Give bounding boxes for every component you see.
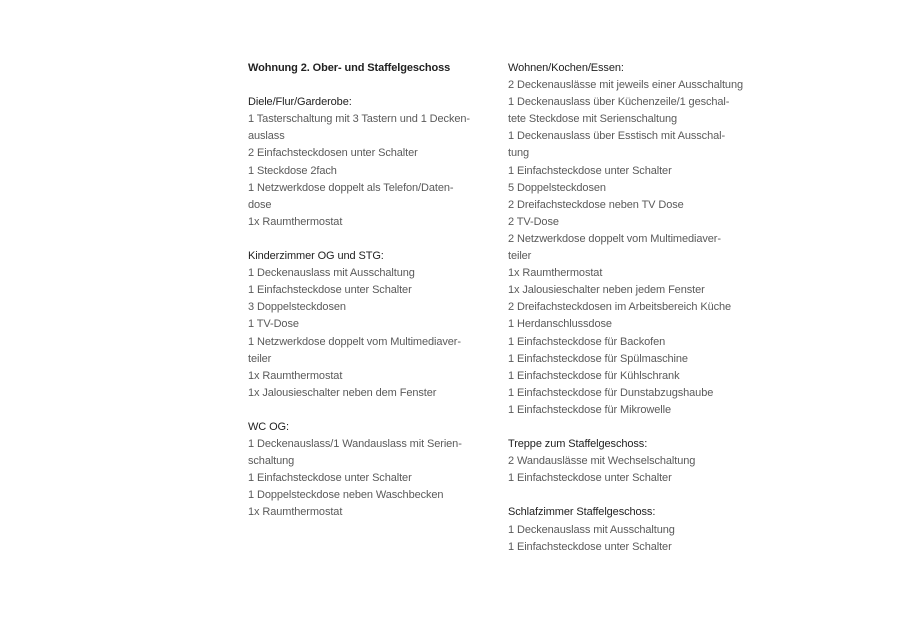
list-item: 1x Jalousieschalter neben dem Fenster bbox=[248, 386, 437, 399]
section-heading: Wohnen/Kochen/Essen: bbox=[508, 62, 624, 74]
list-item: 1 Einfachsteckdose für Backofen bbox=[508, 335, 666, 348]
left-column bbox=[248, 60, 483, 522]
list-item: teiler bbox=[508, 250, 532, 263]
list-item: 1 Deckenauslass mit Ausschaltung bbox=[508, 523, 675, 536]
list-item: 1 Einfachsteckdose unter Schalter bbox=[248, 284, 412, 297]
right-column bbox=[508, 60, 753, 556]
section-heading: Diele/Flur/Garderobe: bbox=[248, 96, 352, 109]
list-item: 1 Einfachsteckdose für Mikrowelle bbox=[508, 403, 671, 416]
list-item: 1 Einfachsteckdose unter Schalter bbox=[248, 472, 412, 485]
list-item: 2 TV-Dose bbox=[508, 215, 559, 228]
list-item: 1x Raumthermostat bbox=[508, 267, 603, 280]
list-item: auslass bbox=[248, 130, 285, 143]
document-title: Wohnung 2. Ober- und Staffelgeschoss bbox=[248, 62, 451, 74]
list-item: 1 Herdanschlussdose bbox=[508, 318, 612, 331]
spacer bbox=[248, 402, 483, 419]
list-item: 1x Jalousieschalter neben jedem Fenster bbox=[508, 284, 705, 297]
spacer bbox=[508, 419, 753, 436]
list-item: 1 Einfachsteckdose unter Schalter bbox=[508, 540, 672, 553]
list-item: 1 Einfachsteckdose unter Schalter bbox=[508, 164, 672, 177]
section-heading: WC OG: bbox=[248, 420, 289, 433]
section-heading: Kinderzimmer OG und STG: bbox=[248, 250, 384, 263]
list-item: tung bbox=[508, 147, 530, 160]
list-item: 1 TV-Dose bbox=[248, 318, 299, 331]
list-item: 1 Netzwerkdose doppelt als Telefon/Daten- bbox=[248, 181, 454, 194]
list-item: 1x Raumthermostat bbox=[248, 369, 343, 382]
list-item: tete Steckdose mit Serienschaltung bbox=[508, 113, 678, 126]
list-item: teiler bbox=[248, 352, 272, 365]
section-heading: Treppe zum Staffelgeschoss: bbox=[508, 438, 648, 451]
list-item: 3 Doppelsteckdosen bbox=[248, 301, 346, 314]
list-item: 1 Einfachsteckdose für Spülmaschine bbox=[508, 352, 688, 365]
list-item: 2 Netzwerkdose doppelt vom Multimediaver- bbox=[508, 232, 721, 245]
spacer bbox=[248, 231, 483, 248]
list-item: 1 Tasterschaltung mit 3 Tastern und 1 Decken- bbox=[248, 113, 470, 126]
section-heading: Schlafzimmer Staffelgeschoss: bbox=[508, 506, 656, 519]
list-item: 1 Deckenauslass über Esstisch mit Ausschal- bbox=[508, 130, 726, 143]
spacer bbox=[508, 487, 753, 504]
list-item: 2 Einfachsteckdosen unter Schalter bbox=[248, 147, 418, 160]
list-item: 1 Deckenauslass mit Ausschaltung bbox=[248, 267, 415, 280]
list-item: 1 Deckenauslass/1 Wandauslass mit Serien- bbox=[248, 438, 462, 451]
list-item: 1x Raumthermostat bbox=[248, 215, 343, 228]
list-item: 2 Deckenauslässe mit jeweils einer Ausschaltung bbox=[508, 79, 743, 92]
spacer bbox=[248, 77, 483, 94]
list-item: 5 Doppelsteckdosen bbox=[508, 181, 606, 194]
list-item: 1 Einfachsteckdose für Dunstabzugshaube bbox=[508, 386, 714, 399]
list-item: schaltung bbox=[248, 455, 295, 468]
list-item: dose bbox=[248, 198, 272, 211]
list-item: 2 Dreifachsteckdosen im Arbeitsbereich Küche bbox=[508, 301, 732, 314]
list-item: 1x Raumthermostat bbox=[248, 506, 343, 519]
list-item: 2 Wandauslässe mit Wechselschaltung bbox=[508, 455, 696, 468]
list-item: 1 Deckenauslass über Küchenzeile/1 geschal- bbox=[508, 96, 730, 109]
list-item: 1 Netzwerkdose doppelt vom Multimediaver- bbox=[248, 335, 461, 348]
list-item: 1 Steckdose 2fach bbox=[248, 164, 337, 177]
list-item: 2 Dreifachsteckdose neben TV Dose bbox=[508, 198, 684, 211]
list-item: 1 Doppelsteckdose neben Waschbecken bbox=[248, 489, 444, 502]
list-item: 1 Einfachsteckdose unter Schalter bbox=[508, 472, 672, 485]
list-item: 1 Einfachsteckdose für Kühlschrank bbox=[508, 369, 680, 382]
